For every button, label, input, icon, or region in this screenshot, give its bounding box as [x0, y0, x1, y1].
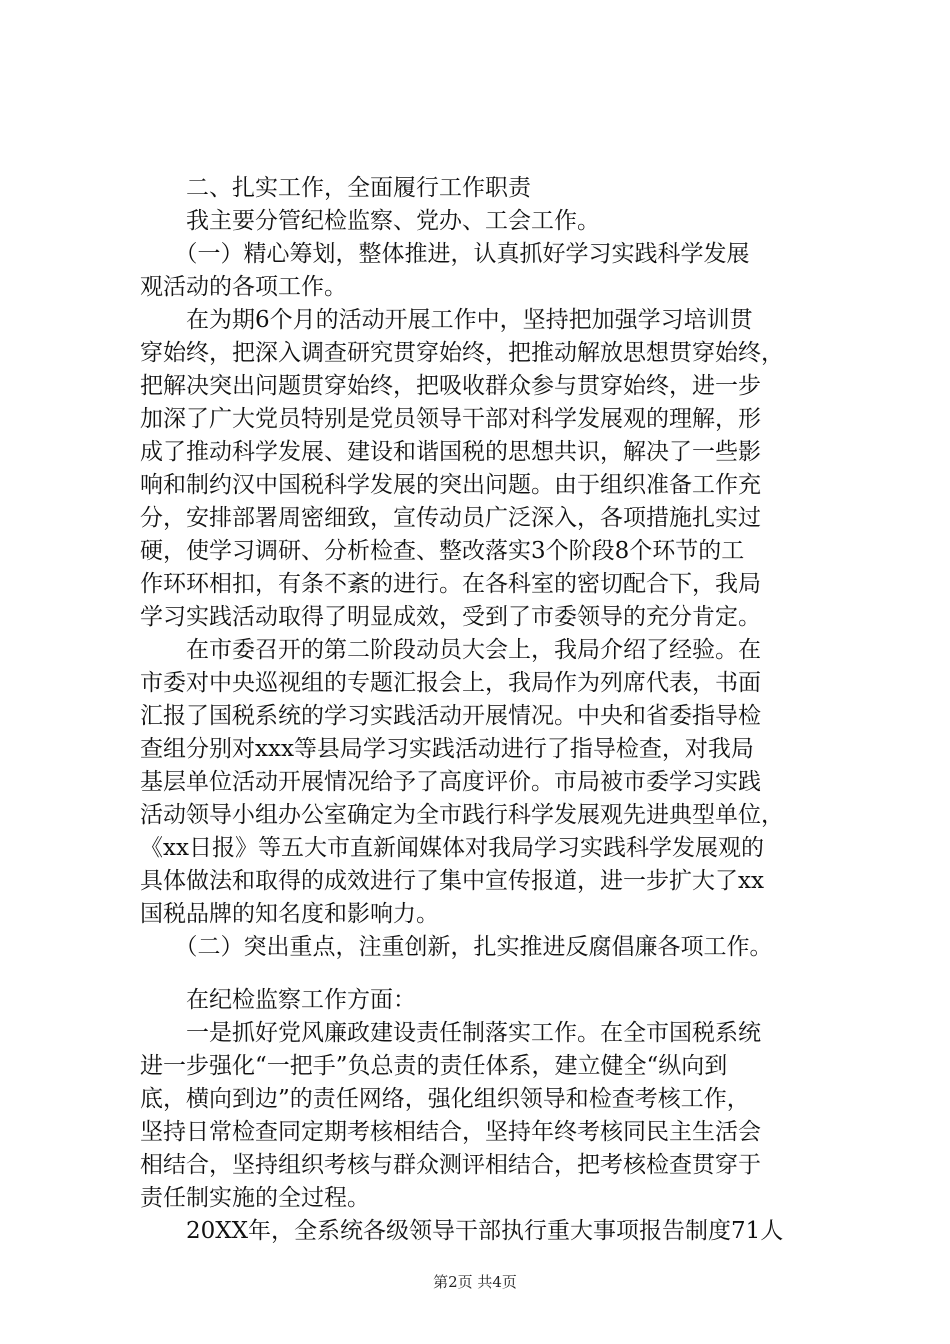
paragraph-line: 响和制约汉中国税科学发展的突出问题。由于组织准备工作充: [140, 472, 761, 498]
paragraph-line: 分，安排部署周密细致，宣传动员广泛深入，各项措施扎实过: [140, 505, 761, 531]
paragraph-line: 20XX年，全系统各级领导干部执行重大事项报告制度71人: [140, 1218, 784, 1244]
paragraph-line: 活动领导小组办公室确定为全市践行科学发展观先进典型单位，: [140, 802, 784, 828]
paragraph-line: 市委对中央巡视组的专题汇报会上，我局作为列席代表，书面: [140, 670, 761, 696]
paragraph-line: 作环环相扣，有条不紊的进行。在各科室的密切配合下，我局: [140, 571, 761, 597]
paragraph-line: 责任制实施的全过程。: [140, 1185, 370, 1211]
paragraph-line: 国税品牌的知名度和影响力。: [140, 901, 439, 927]
paragraph-line: 相结合，坚持组织考核与群众测评相结合，把考核检查贯穿于: [140, 1152, 761, 1178]
paragraph-line: 穿始终，把深入调查研究贯穿始终，把推动解放思想贯穿始终，: [140, 340, 784, 366]
paragraph-line: 底，横向到边”的责任网络，强化组织领导和检查考核工作，: [140, 1086, 750, 1112]
subsection-heading: （一）精心筹划，整体推进，认真抓好学习实践科学发展: [140, 241, 750, 267]
paragraph-line: 一是抓好党风廉政建设责任制落实工作。在全市国税系统: [140, 1020, 761, 1046]
section-heading: 二、扎实工作，全面履行工作职责: [140, 175, 531, 201]
paragraph-line: 我主要分管纪检监察、党办、工会工作。: [140, 208, 600, 234]
subsection-heading: （二）突出重点，注重创新，扎实推进反腐倡廉各项工作。: [140, 934, 773, 960]
paragraph-line: 把解决突出问题贯穿始终，把吸收群众参与贯穿始终，进一步: [140, 373, 761, 399]
paragraph-line: 在纪检监察工作方面：: [140, 987, 416, 1013]
paragraph-line: 进一步强化“一把手”负总责的责任体系，建立健全“纵向到: [140, 1053, 728, 1079]
document-body: [140, 172, 840, 1248]
paragraph-line: 硬，使学习调研、分析检查、整改落实3个阶段8个环节的工: [140, 538, 745, 564]
page-number-footer: 第2页 共4页: [433, 1273, 517, 1291]
paragraph-line: 成了推动科学发展、建设和谐国税的思想共识，解决了一些影: [140, 439, 761, 465]
paragraph-line: 坚持日常检查同定期考核相结合，坚持年终考核同民主生活会: [140, 1119, 761, 1145]
paragraph-line: 在市委召开的第二阶段动员大会上，我局介绍了经验。在: [140, 637, 761, 663]
subsection-heading-cont: 观活动的各项工作。: [140, 274, 347, 300]
paragraph-line: 学习实践活动取得了明显成效，受到了市委领导的充分肯定。: [140, 604, 761, 630]
paragraph-line: 汇报了国税系统的学习实践活动开展情况。中央和省委指导检: [140, 703, 761, 729]
paragraph-line: 在为期6个月的活动开展工作中，坚持把加强学习培训贯: [140, 307, 753, 333]
paragraph-line: 基层单位活动开展情况给予了高度评价。市局被市委学习实践: [140, 769, 761, 795]
paragraph-line: 《xx日报》等五大市直新闻媒体对我局学习实践科学发展观的: [140, 835, 764, 861]
paragraph-line: 加深了广大党员特别是党员领导干部对科学发展观的理解，形: [140, 406, 761, 432]
paragraph-line: 查组分别对xxx等县局学习实践活动进行了指导检查，对我局: [140, 736, 754, 762]
paragraph-line: 具体做法和取得的成效进行了集中宣传报道，进一步扩大了xx: [140, 868, 764, 894]
